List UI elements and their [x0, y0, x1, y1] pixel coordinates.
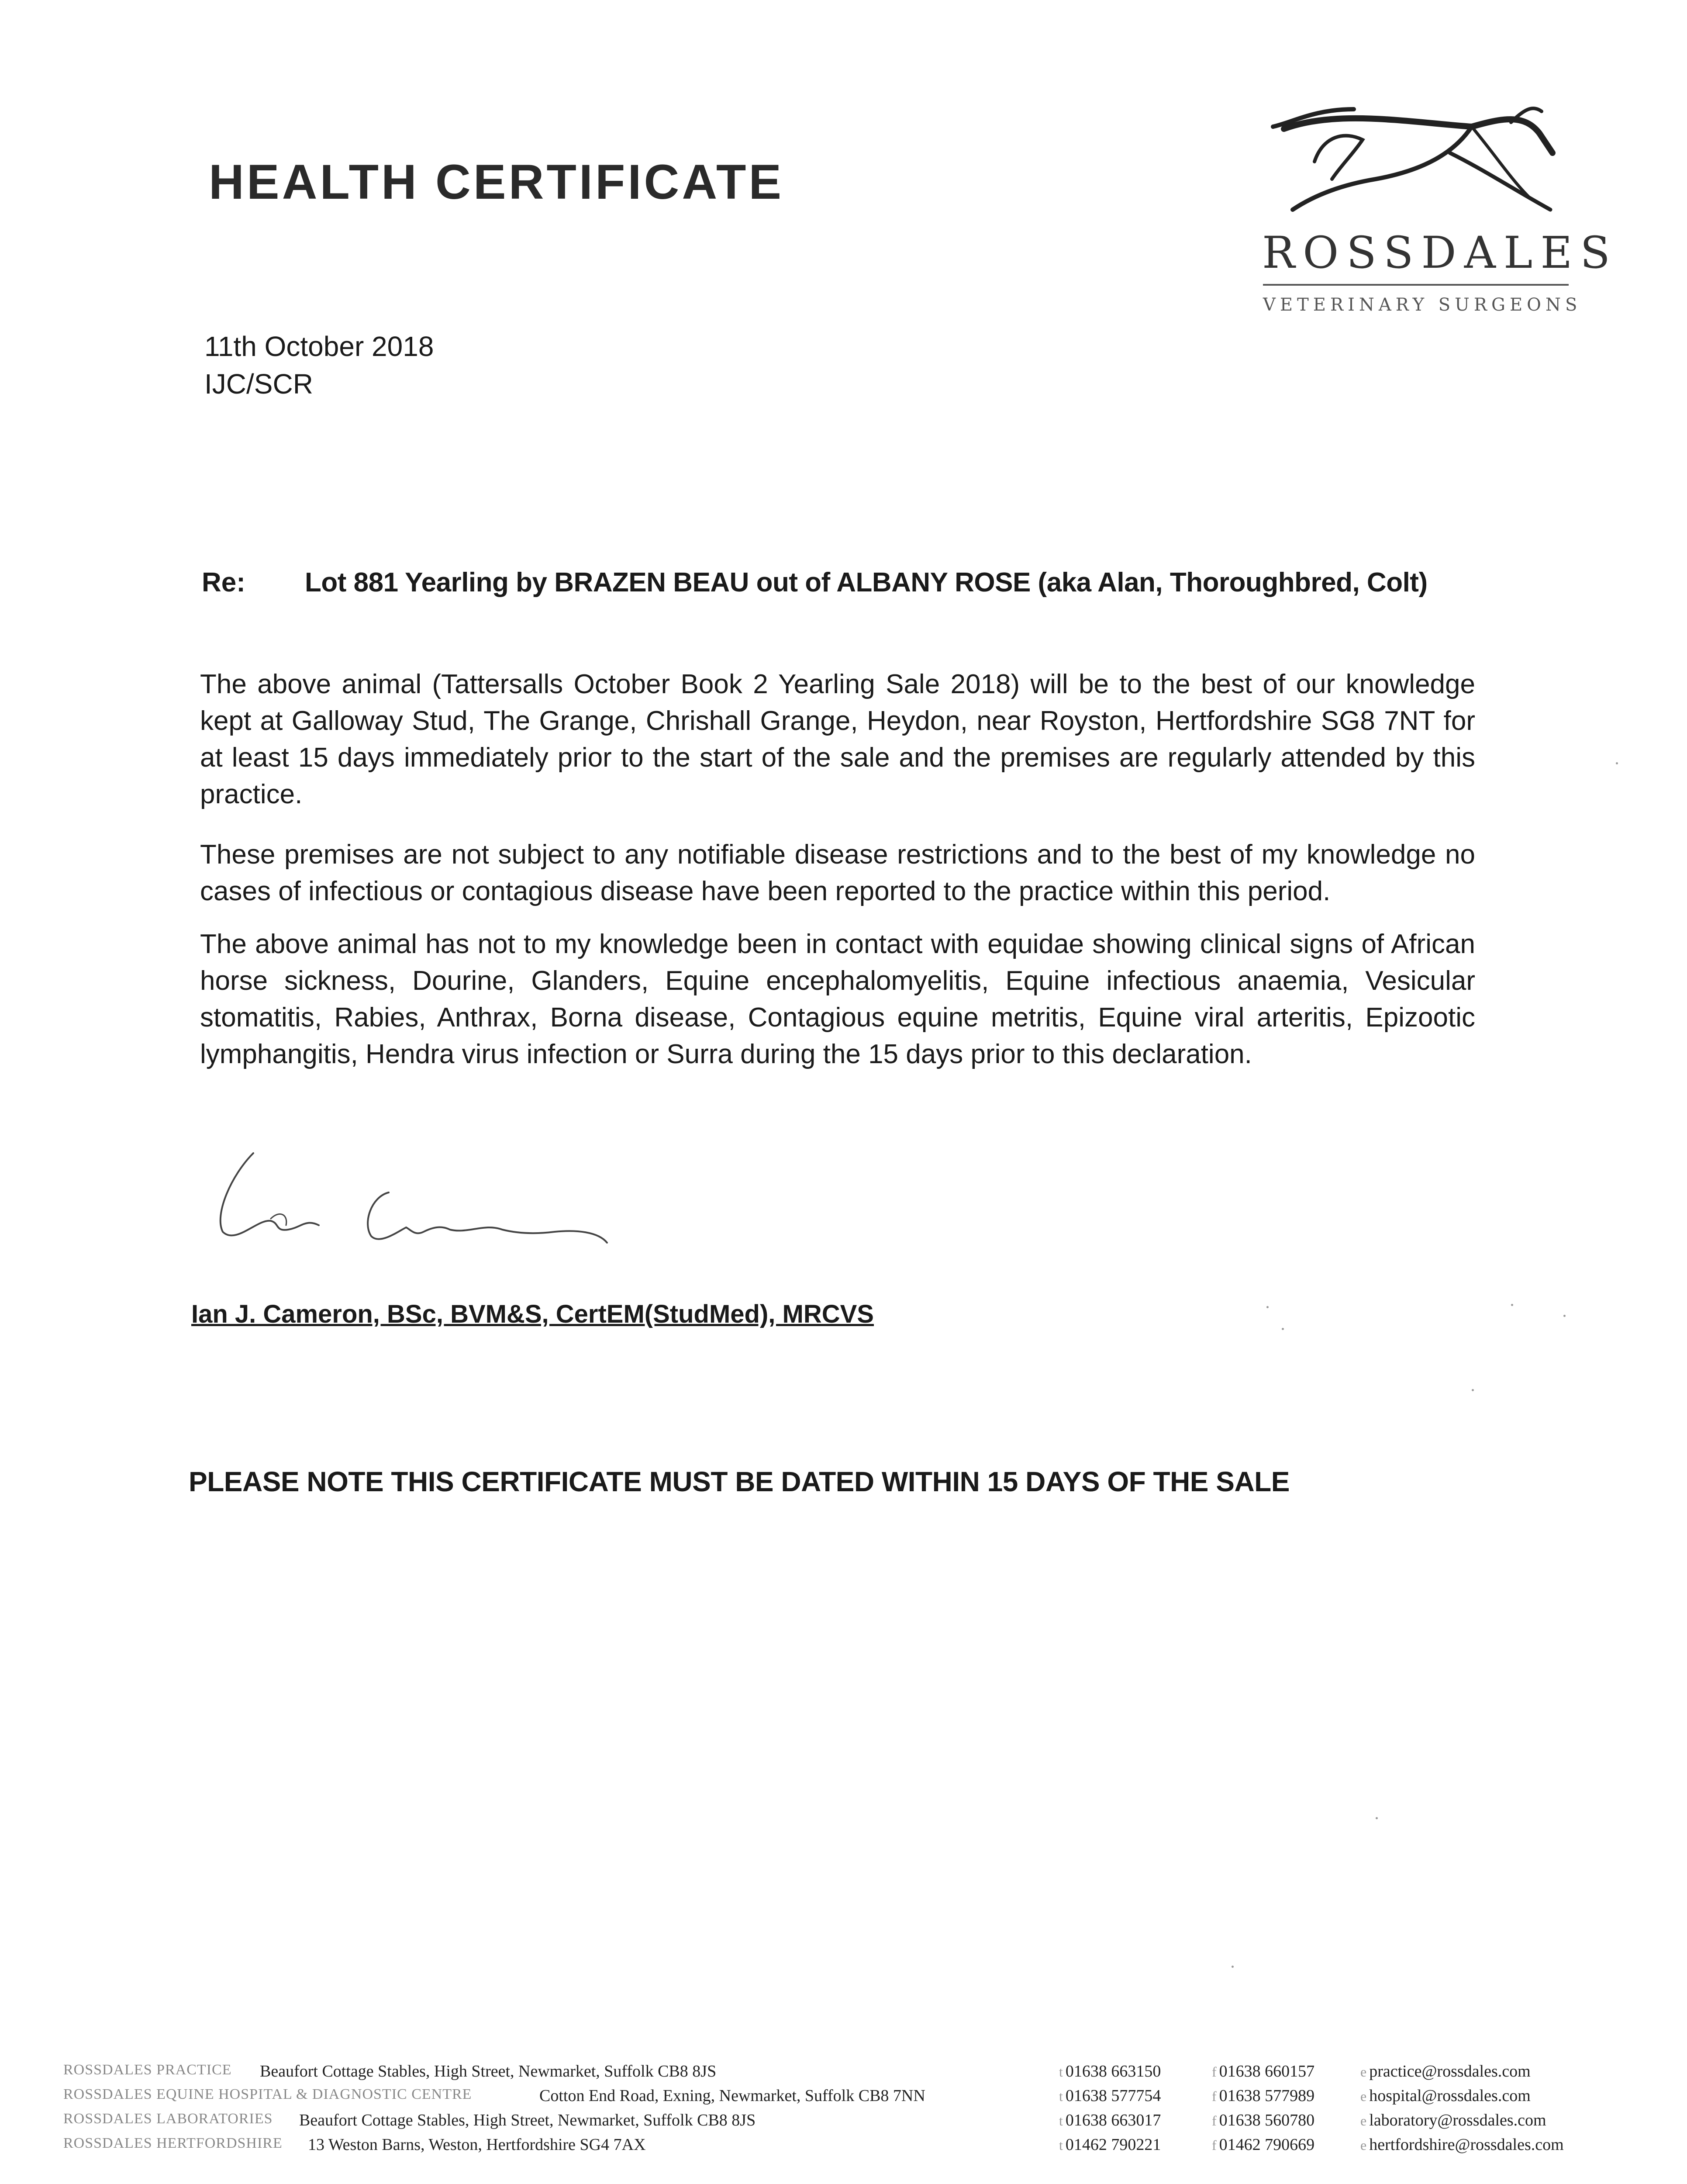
footer-unit: ROSSDALES EQUINE HOSPITAL & DIAGNOSTIC CENTRE — [63, 2086, 472, 2102]
footer-email[interactable]: practice@rossdales.com — [1369, 2062, 1531, 2080]
scan-speck — [1282, 1328, 1284, 1330]
footer-tel: 01462 790221 — [1065, 2136, 1161, 2154]
fax-prefix: f — [1212, 2064, 1217, 2080]
footer-email[interactable]: hertfordshire@rossdales.com — [1369, 2136, 1564, 2154]
footer-tel: 01638 663017 — [1065, 2111, 1161, 2129]
footer-fax: 01638 577989 — [1219, 2087, 1315, 2105]
footer-fax: 01462 790669 — [1219, 2136, 1315, 2154]
email-prefix: e — [1360, 2137, 1367, 2153]
scan-speck — [1376, 1817, 1378, 1819]
tel-prefix: t — [1059, 2088, 1063, 2104]
page-title: HEALTH CERTIFICATE — [209, 155, 784, 209]
footer-row — [63, 2062, 1644, 2086]
footer-email[interactable]: hospital@rossdales.com — [1369, 2087, 1531, 2105]
footer-unit: ROSSDALES PRACTICE — [63, 2062, 232, 2078]
scan-speck — [1563, 1315, 1566, 1317]
body-paragraph-3: The above animal has not to my knowledge been in contact with equidae showing clinical signs of African horse sickness, Dourine, Glanders, Equine encephalomyelitis, Equine infectious anaemia, Vesicular stomatitis, Rabies, Anthrax, Borna disease, Contagious equine metritis, Equine viral arteritis, Epizootic lymphangitis, Hendra virus infection or Surra during the 15 days prior to this declaration. — [200, 929, 1475, 1069]
tel-prefix: t — [1059, 2113, 1063, 2129]
signature-image — [205, 1144, 642, 1284]
body-paragraph-2: These premises are not subject to any notifiable disease restrictions and to the best of my knowledge no cases of infectious or contagious disease have been reported to the practice within this period. — [200, 840, 1475, 906]
footer-tel: 01638 577754 — [1065, 2087, 1161, 2105]
footer-row — [63, 2111, 1644, 2135]
email-prefix: e — [1360, 2088, 1367, 2104]
footer-fax: 01638 660157 — [1219, 2062, 1315, 2080]
body-paragraph-1: The above animal (Tattersalls October Book 2 Yearling Sale 2018) will be to the best of our knowledge kept at Galloway Stud, The Grange, Chrishall Grange, Heydon, near Royston, Hertfordshire SG8 7NT for at least 15 days immediately prior to the start of the sale and the premises are regularly attended by this practice. — [200, 669, 1475, 809]
scan-speck — [1616, 762, 1618, 764]
footer-address: Cotton End Road, Exning, Newmarket, Suffolk CB8 7NN — [539, 2087, 925, 2105]
letter-date: 11th October 2018 — [204, 331, 434, 362]
letter-reference: IJC/SCR — [204, 368, 313, 400]
footer-unit: ROSSDALES HERTFORDSHIRE — [63, 2135, 283, 2151]
fax-prefix: f — [1212, 2137, 1217, 2153]
horse-icon — [1266, 92, 1572, 223]
footer-email[interactable]: laboratory@rossdales.com — [1369, 2111, 1546, 2129]
email-prefix: e — [1360, 2113, 1367, 2129]
footer-tel: 01638 663150 — [1065, 2062, 1161, 2080]
scan-speck — [1511, 1304, 1513, 1306]
email-prefix: e — [1360, 2064, 1367, 2080]
fax-prefix: f — [1212, 2113, 1217, 2129]
footer-address: Beaufort Cottage Stables, High Street, Newmarket, Suffolk CB8 8JS — [260, 2062, 717, 2080]
scan-speck — [1232, 1966, 1234, 1968]
footer-fax: 01638 560780 — [1219, 2111, 1315, 2129]
signature — [205, 1144, 642, 1286]
fax-prefix: f — [1212, 2088, 1217, 2104]
footer-address: 13 Weston Barns, Weston, Hertfordshire SG4 7AX — [308, 2136, 646, 2154]
signatory-name: Ian J. Cameron, BSc, BVM&S, CertEM(StudMed), MRCVS — [191, 1300, 874, 1328]
re-label: Re: — [202, 567, 245, 598]
footer-row — [63, 2086, 1644, 2110]
letter-meta — [204, 328, 434, 403]
logo-name: ROSSDALES — [1262, 227, 1618, 278]
logo-tagline: VETERINARY SURGEONS — [1263, 295, 1582, 315]
re-subject: Lot 881 Yearling by BRAZEN BEAU out of ALBANY ROSE (aka Alan, Thoroughbred, Colt) — [305, 567, 1428, 598]
footer-row — [63, 2135, 1644, 2159]
sale-notice: PLEASE NOTE THIS CERTIFICATE MUST BE DATED WITHIN 15 DAYS OF THE SALE — [189, 1466, 1290, 1497]
footer-unit: ROSSDALES LABORATORIES — [63, 2111, 273, 2127]
company-logo — [1258, 92, 1618, 328]
tel-prefix: t — [1059, 2064, 1063, 2080]
footer-address: Beaufort Cottage Stables, High Street, Newmarket, Suffolk CB8 8JS — [299, 2111, 756, 2129]
scan-speck — [1472, 1389, 1474, 1391]
logo-divider — [1263, 284, 1569, 286]
scan-speck — [1266, 1306, 1269, 1308]
tel-prefix: t — [1059, 2137, 1063, 2153]
